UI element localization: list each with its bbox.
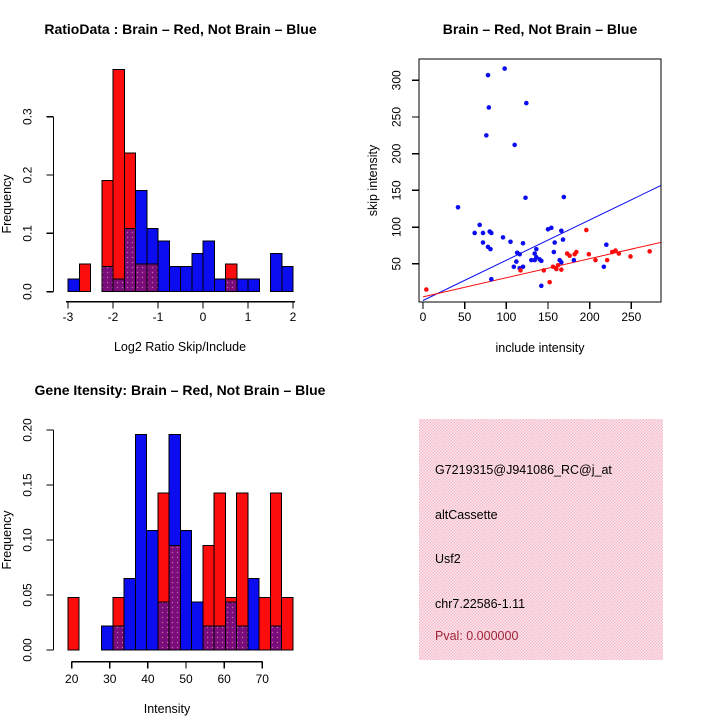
hist-bar-red [113,69,124,291]
scatter-point-blue [486,73,491,78]
scatter-point-blue [523,195,528,200]
x-axis-label: include intensity [495,341,585,355]
scatter-point-blue [502,66,507,71]
hist-bar-overlap [169,545,180,650]
x-tick-label: 50 [457,310,472,324]
gene-intensity-histogram-panel [0,382,326,716]
y-tick-label: 0.0 [20,283,35,301]
hist-bar-blue [192,602,203,650]
scatter-point-blue [501,235,506,240]
hist-bar-overlap [124,228,135,291]
hist-bar-blue [203,241,214,292]
chart-title: Brain – Red, Not Brain – Blue [442,21,638,37]
scatter-point-blue [602,264,607,269]
scatter-point-blue [561,237,566,242]
y-tick-label: 0.05 [20,583,35,607]
x-tick-label: 150 [537,310,559,324]
y-tick-label: 0.10 [20,528,35,552]
scatter-point-blue [552,240,557,245]
x-tick-label: 250 [621,310,642,324]
hist-bar-red [68,598,79,650]
x-axis-label: Log2 Ratio Skip/Include [113,340,247,354]
scatter-point-blue [524,101,529,106]
x-tick-label: 30 [103,672,117,686]
scatter-point-red [628,254,633,259]
scatter-point-blue [456,205,461,210]
hist-bar-blue [135,435,146,650]
scatter-point-red [617,251,622,256]
x-tick-label: 2 [289,310,297,324]
hist-bar-blue [271,254,282,292]
hist-bar-blue [147,530,158,650]
x-tick-label: -1 [152,310,164,324]
scatter-point-blue [484,133,489,138]
y-axis-label: Frequency [0,510,14,570]
scatter-point-red [424,287,429,292]
y-axis-label: Frequency [0,174,14,234]
event-type-text: altCassette [435,508,498,522]
scatter-point-red [647,249,652,254]
hist-bar-overlap [113,279,124,292]
x-tick-label: 200 [579,310,600,324]
scatter-point-blue [534,247,539,252]
hist-bar-blue [237,279,248,292]
scatter-point-blue [481,231,486,236]
x-tick-label: 70 [255,672,269,686]
scatter-point-red [559,267,564,272]
info-panel [419,419,663,660]
scatter-point-blue [532,258,537,263]
y-tick-label: 250 [389,106,404,128]
scatter-point-red [584,228,589,233]
scatter-point-blue [512,143,517,148]
hist-bar-overlap [113,626,124,650]
hist-bar-blue [248,279,259,292]
hist-bar-red [259,598,270,650]
hist-bar-overlap [214,626,225,650]
scatter-point-blue [489,231,494,236]
hist-bar-blue [102,626,113,650]
y-tick-label: 300 [389,70,404,91]
scatter-point-blue [508,239,513,244]
y-axis-label: skip intensity [366,144,380,217]
y-tick-label: 0.1 [20,225,35,242]
y-tick-label: 50 [389,257,404,271]
x-tick-label: 0 [199,310,207,324]
scatter-point-red [605,258,610,263]
x-axis-label: Intensity [143,702,191,716]
scatter-point-blue [572,258,577,263]
scatter-point-blue [512,264,517,269]
scatter-point-blue [559,228,564,233]
scatter-point-blue [489,277,494,282]
plot-box [419,59,661,302]
y-tick-label: 0.3 [20,108,35,126]
scatter-point-red [574,250,579,255]
hist-bar-blue [214,279,225,292]
scatter-point-blue [487,105,492,110]
probe-id-text: G7219315@J941086_RC@j_at [435,463,612,477]
y-tick-label: 0.2 [20,166,35,184]
hist-bar-blue [282,266,293,291]
hist-bar-blue [169,266,180,291]
chart-title: RatioData : Brain – Red, Not Brain – Blue [44,21,317,37]
hist-bar-blue [192,254,203,292]
hist-bar-blue [181,266,192,291]
hist-bar-blue [68,279,79,292]
scatter-point-blue [517,252,522,257]
scatter-point-red [518,268,523,273]
x-tick-label: 50 [179,672,193,686]
x-tick-label: -3 [62,310,74,324]
hist-bar-overlap [136,264,147,292]
ratio-histogram-panel [0,21,317,354]
x-tick-label: 40 [141,672,155,686]
scatter-point-blue [552,250,557,255]
scatter-point-blue [514,259,519,264]
scatter-point-blue [562,195,567,200]
regression-line-blue [423,185,661,300]
hist-bar-blue [158,241,169,292]
gene-name-text: Usf2 [435,552,461,566]
hist-bar-red [79,264,90,292]
scatter-point-blue [472,231,477,236]
hist-bar-blue [248,578,259,650]
y-tick-label: 200 [389,143,404,164]
y-tick-label: 0.00 [20,638,35,662]
scatter-point-red [593,258,598,263]
scatter-point-red [556,263,561,268]
scatter-point-blue [477,223,482,228]
x-tick-label: 0 [419,310,427,324]
scatter-point-blue [539,259,544,264]
hist-bar-blue [124,578,135,650]
scatter-point-blue [521,241,526,246]
hist-bar-overlap [226,279,237,292]
scatter-point-red [587,252,592,257]
scatter-point-blue [604,242,609,247]
scatter-point-red [567,253,572,258]
hist-bar-blue [180,530,191,650]
pval-text: Pval: 0.000000 [435,629,519,643]
hist-bar-overlap [203,626,214,650]
y-tick-label: 150 [389,180,404,201]
hist-bar-overlap [158,602,169,650]
x-tick-label: 20 [65,672,79,686]
scatter-point-red [542,268,547,273]
intensity-scatter-panel [366,21,661,355]
y-tick-label: 100 [389,217,404,238]
scatter-point-blue [481,240,486,245]
scatter-point-blue [539,284,544,289]
hist-bar-overlap [270,626,281,650]
x-tick-label: 100 [496,310,517,324]
hist-bar-red [282,598,293,650]
hist-bar-overlap [102,266,113,291]
scatter-point-blue [488,247,493,252]
hist-bar-overlap [147,264,158,292]
scatter-point-red [547,280,552,285]
chart-title: Gene Itensity: Brain – Red, Not Brain – Blue [34,382,326,398]
x-tick-label: 1 [244,310,252,324]
scatter-point-blue [549,226,554,231]
y-tick-label: 0.20 [20,418,35,442]
hist-bar-overlap [237,626,248,650]
x-tick-label: 60 [217,672,231,686]
y-tick-label: 0.15 [20,473,35,497]
hist-bar-overlap [225,602,236,650]
x-tick-label: -2 [107,310,119,324]
location-text: chr7.22586-1.11 [435,597,526,611]
